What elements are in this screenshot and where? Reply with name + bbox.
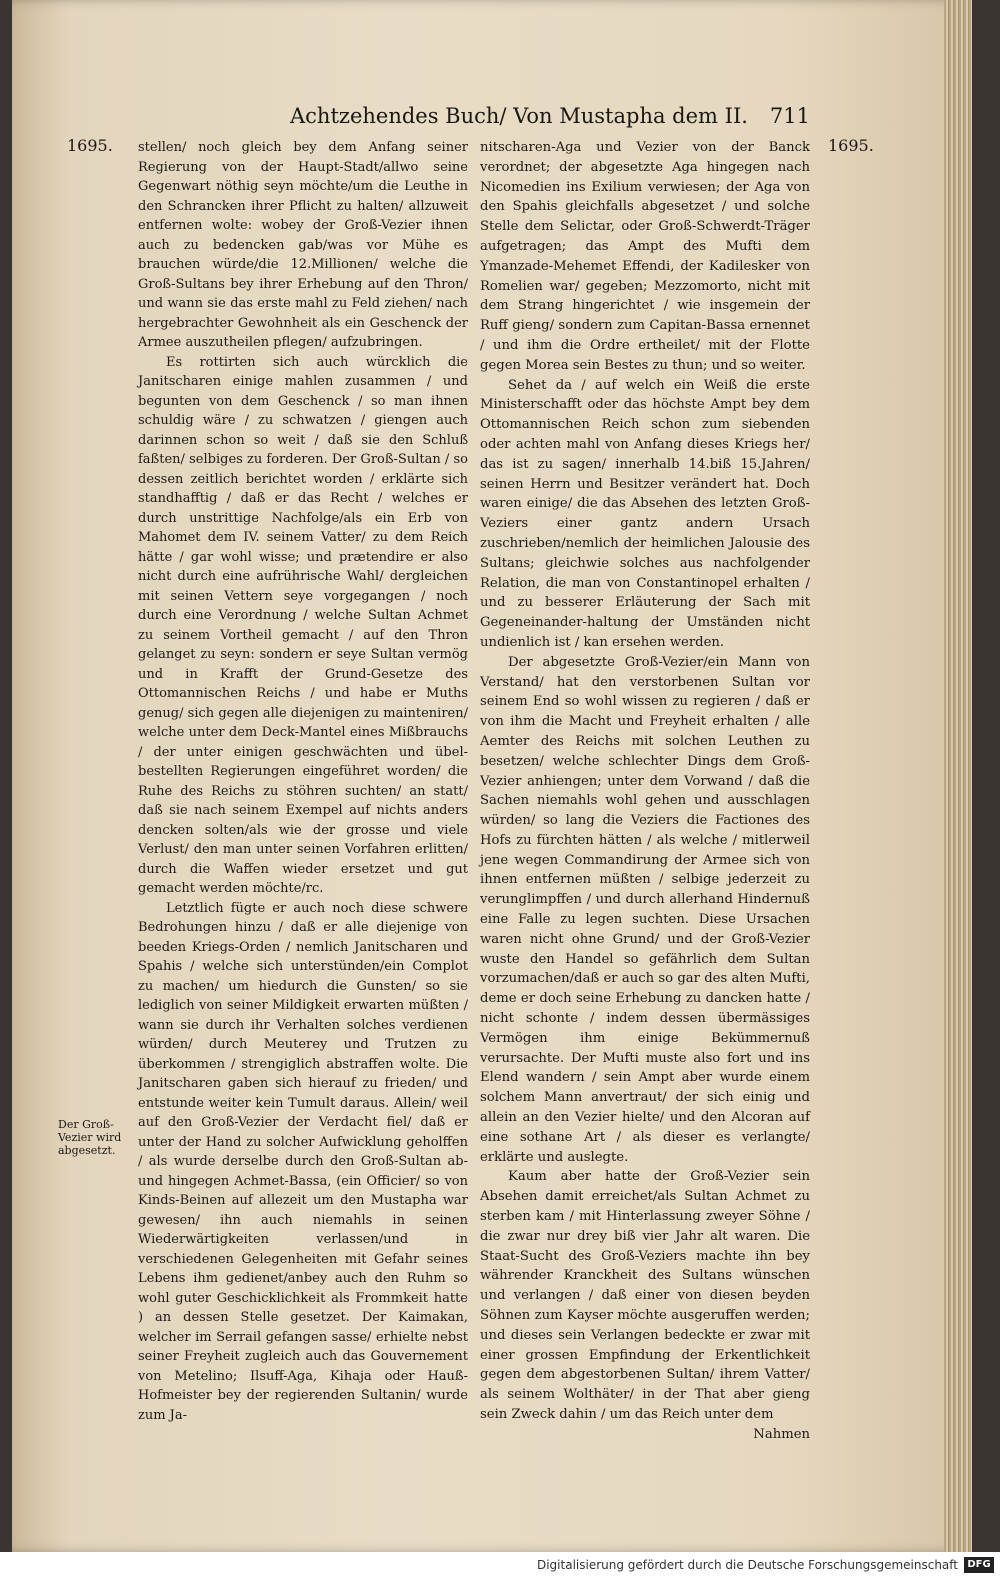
paragraph: Sehet da / auf welch ein Weiß die erste Ministerschafft oder das höchste Ampt bey dem Ottomannischen Reich schon zum siebenden oder achten mahl von Anfang dieses Kriegs her/ das ist zu sagen/ innerhalb 14.biß 15.Jahren/ seinen Herrn und Besitzer verändert hat. Doch waren einige/ die das Absehen des letzten Groß-Veziers einer gantz andern Ursach zuschrieben/nemlich der heimlichen Jalousie des Sultans; gleichwie solches aus nachfolgender Relation, die man von Constantinopel erhalten / und zu besserer Erläuterung der Sach mit Gegeneinander-haltung der Umständen nicht undienlich ist / kan ersehen werden.: [480, 377, 810, 650]
paragraph: Es rottirten sich auch würcklich die Janitscharen einige mahlen zusammen / und begunten von dem Geschenck / so man ihnen schuldig wäre / zu schwatzen / giengen auch darinnen schon so weit / daß sie den Schluß faßten/ selbiges zu forderen. Der Groß-Sultan / so dessen zeitlich berichtet worden / erklärte sich standhafftig / daß er das Recht / welches er durch unstrittige Nachfolge/als ein Erb von Mahomet dem IV. seinem Vatter/ zu dem Reich hätte / gar wohl wisse; und prætendire er also nicht durch eine aufrührische Wahl/ dergleichen mit seinen Vettern seye vorgegangen / noch durch eine Verordnung / welche Sultan Achmet zu seinem Vortheil gemacht / auf den Thron gelanget zu seyn: sondern er seye Sultan vermög und in Krafft der Grund-Gesetze des Ottomannischen Reichs / und habe er Muths genug/ sich gegen alle diejenigen zu mainteniren/ welche unter dem Deck-Mantel eines Mißbrauchs / der unter einigen geschwächten und übel-bestellten Regierungen eingeführet worden/ die Ruhe des Reichs zu stöhren suchten/ an statt/ daß sie nach seinem Exempel auf nichts anders dencken solten/als wie der grosse und viele Verlust/ den man unter seinen Vorfahren erlitten/ durch die Waffen wieder ersetzet und gut gemacht werden möchte/rc.: [138, 354, 468, 896]
page-number: 711: [769, 104, 810, 128]
left-column: [138, 138, 468, 1425]
running-title: Achtzehendes Buch/ Von Mustapha dem II.: [290, 104, 748, 128]
paragraph: stellen/ noch gleich bey dem Anfang seiner Regierung von der Haupt-Stadt/allwo seine Gegenwart nöthig seyn möchte/um die Leuthe in den Schrancken ihrer Pflicht zu halten/ allzuweit entfernen wolte: wobey der Groß-Vezier ihnen auch zu bedencken gab/was vor Mühe es brauchen würde/die 12.Millionen/ welche die Groß-Sultans bey ihrer Erhebung auf den Thron/ und wann sie das erste mahl zu Feld ziehen/ nach hergebrachter Gewohnheit als ein Geschenck der Armee auszutheilen pflegen/ aufzubringen.: [138, 140, 468, 350]
year-left: 1695.: [67, 136, 113, 155]
right-column: [480, 138, 810, 1445]
paragraph: Letztlich fügte er auch noch diese schwere Bedrohungen hinzu / daß er alle diejenige von beeden Kriegs-Orden / nemlich Janitscharen und Spahis / welche sich unterstünden/ein Complot zu machen/ um hiedurch die Gunsten/ so sie lediglich von seiner Mildigkeit erwarten müßten / wann sie durch ihr Verhalten solches verdienen würden/ durch Meuterey und Trutzen zu überkommen / strengiglich abstraffen wolte. Die Janitscharen gaben sich hierauf zu frieden/ und entstunde weiter kein Tumult daraus. Allein/ weil auf den Groß-Vezier der Verdacht fiel/ daß er unter der Hand zu solcher Aufwicklung geholffen / als wurde derselbe durch den Groß-Sultan ab- und hingegen Achmet-Bassa, (ein Officier/ so von Kinds-Beinen auf allezeit um den Mustapha war gewesen/ ihn auch niemahls in seinen Wiederwärtigkeiten verlassen/und in verschiedenen Gelegenheiten mit Gefahr seines Lebens ihm gedienet/anbey auch den Ruhm so wohl guter Geschicklichkeit als Frommkeit hatte ) an dessen Stelle gesetzet. Der Kaimakan, welcher im Serrail gefangen sasse/ erhielte nebst seiner Freyheit zugleich auch das Gouvernement von Metelino; Ilsuff-Aga, Kihaja oder Hauß-Hofmeister bey der regierenden Sultanin/ wurde zum Ja-: [138, 900, 468, 1423]
footer-bar: [0, 1552, 1000, 1579]
running-header: [290, 104, 810, 138]
funding-note: Digitalisierung gefördert durch die Deutsche Forschungsgemeinschaft: [536, 1558, 958, 1572]
book-page: [12, 0, 972, 1552]
margin-note: Der Groß-Vezier wird abgesetzt.: [58, 1118, 122, 1157]
paragraph: Der abgesetzte Groß-Vezier/ein Mann von Verstand/ hat den verstorbenen Sultan vor seinem End so wohl wissen zu regieren / daß er von ihm die Macht und Freyheit erhalten / alle Aemter des Reichs mit solchen Leuthen zu besetzen/ welche schlechter Dings dem Groß-Vezier anhiengen; unter dem Vorwand / daß die Sachen niemahls wohl gehen und ausschlagen würden/ so lang die Veziers die Factiones des Hofs zu fürchten hätten / als welche / mitlerweil jene wegen Commandirung der Armee sich von ihnen entfernen müßten / selbige jederzeit zu verunglimpffen / und durch allerhand Hindernuß eine Falle zu legen suchten. Diese Ursachen waren nicht ohne Grund/ und der Groß-Vezier wuste den Handel so gefährlich dem Sultan vorzumachen/daß er auch so gar des alten Mufti, deme er doch seine Erhebung zu dancken hatte / nicht schonte / indem dessen übermässiges Vermögen ihm einige Bekümmernuß verursachte. Der Mufti muste also fort und ins Elend wandern / sein Ampt aber wurde einem solchem Mann anvertraut/ der sich einig und allein an den Vezier hielte/ und den Alcoran auf eine sothane Art / als dieser es verlangte/ erklärte und auslegte.: [480, 654, 810, 1165]
year-right: 1695.: [828, 136, 874, 155]
paragraph: nitscharen-Aga und Vezier von der Banck verordnet; der abgesetzte Aga hingegen nach Nicomedien ins Exilium verwiesen; der Aga von den Spahis gleichfalls abgesetzet / und solche Stelle dem Selictar, oder Groß-Schwerdt-Träger aufgetragen; das Ampt des Mufti dem Ymanzade-Mehemet Effendi, der Kadilesker von Romelien war/ gegeben; Mezzomorto, nicht mit dem Strang hingerichtet / wie insgemein der Ruff gieng/ sondern zum Capitan-Bassa ernennet / und ihm die Ordre ertheilet/ mit der Flotte gegen Morea sein Bestes zu thun; und so weiter.: [480, 140, 810, 373]
page-edge: [944, 0, 972, 1552]
paragraph: Kaum aber hatte der Groß-Vezier sein Absehen damit erreichet/als Sultan Achmet zu sterben kam / mit Hinterlassung zweyer Söhne / die zwar nur drey biß vier Jahr alt waren. Die Staat-Sucht des Groß-Veziers machte ihn bey währender Kranckheit des Sultans wünschen und verlangen / daß einer von diesen beyden Söhnen zum Kayser möchte ausgeruffen werden; und dieses sein Verlangen bedeckte er zwar mit einer grossen Empfindung der Erkentlichkeit gegen dem abgestorbenen Sultan/ ihrem Vatter/ als seinem Wolthäter/ in der That aber gieng sein Zweck dahin / um das Reich unter dem: [480, 1169, 810, 1422]
dfg-logo: DFG: [964, 1557, 994, 1573]
catchword: Nahmen: [753, 1426, 810, 1442]
